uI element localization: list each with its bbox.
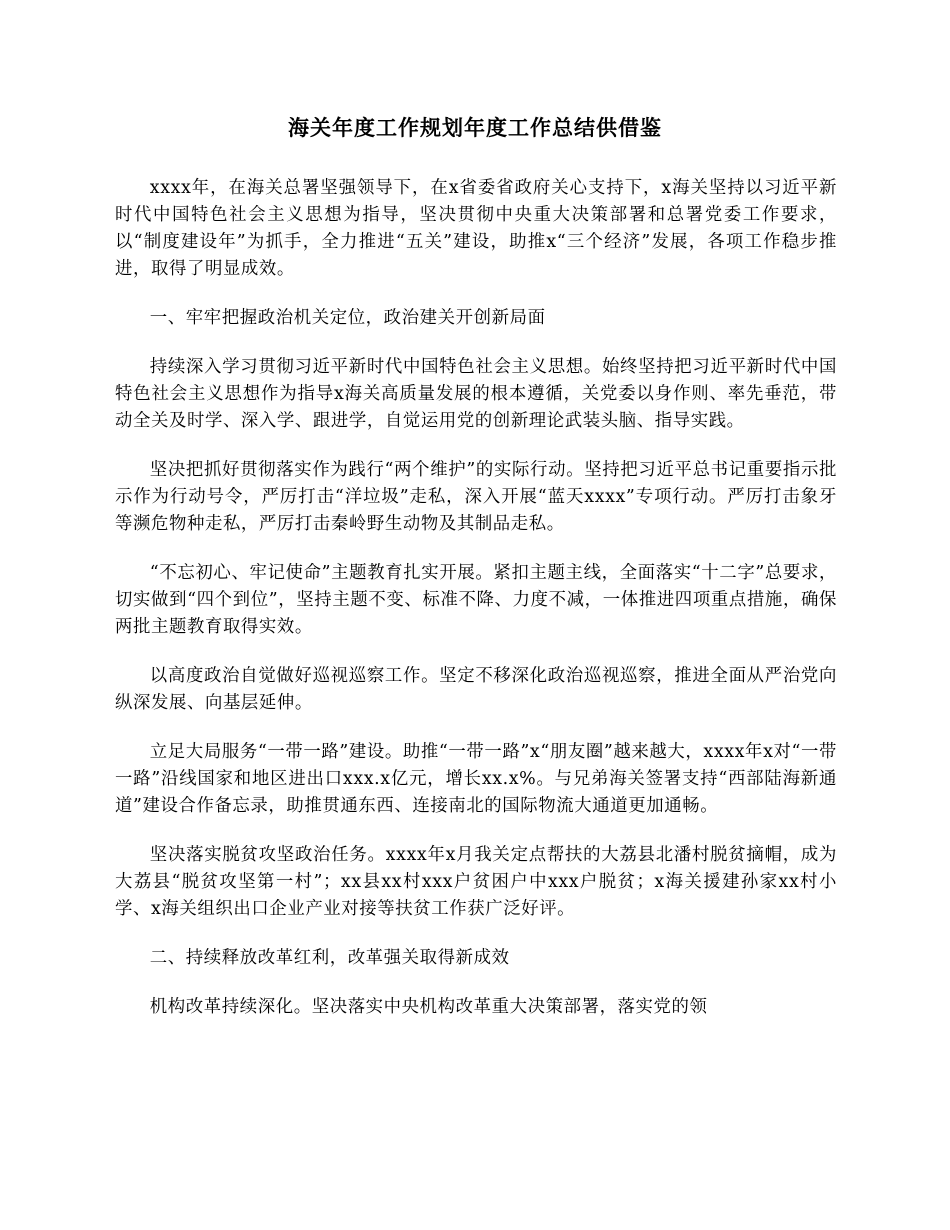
section-heading-2: 二、持续释放改革红利，改革强关取得新成效 — [149, 948, 510, 968]
paragraph-political-study: 持续深入学习贯彻习近平新时代中国特色社会主义思想。始终坚持把习近平新时代中国特色社会主义思想作为指导x海关高质量发展的根本遵循，关党委以身作则、率先垂范，带动全关及时学、深入学、跟进学，自觉运用党的创新理论武装头脑、指导实践。 — [115, 357, 837, 431]
document-title: 海关年度工作规划年度工作总结供借鉴 — [288, 116, 662, 140]
intro-paragraph: xxxx年，在海关总署坚强领导下，在x省委省政府关心支持下，x海关坚持以习近平新时代中国特色社会主义思想为指导，坚决贯彻中央重大决策部署和总署党委工作要求，以“制度建设年”为抓手，全力推进“五关”建设，助推x“三个经济”发展，各项工作稳步推进，取得了明显成效。 — [115, 178, 837, 279]
section-heading-1: 一、牢牢把握政治机关定位，政治建关开创新局面 — [149, 308, 546, 328]
paragraph-inspection: 以高度政治自觉做好巡视巡察工作。坚定不移深化政治巡视巡察，推进全面从严治党向纵深发展、向基层延伸。 — [115, 666, 837, 713]
paragraph-belt-and-road: 立足大局服务“一带一路”建设。助推“一带一路”x“朋友圈”越来越大，xxxx年x对“一带一路”沿线国家和地区进出口xxx.x亿元，增长xx.x%。与兄弟海关签署支持“西部陆海新通道”建设合作备忘录，助推贯通东西、连接南北的国际物流大通道更加通畅。 — [115, 742, 837, 816]
document-body — [115, 175, 837, 1043]
paragraph-theme-education: “不忘初心、牢记使命”主题教育扎实开展。紧扣主题主线，全面落实“十二字”总要求，切实做到“四个到位”，坚持主题不变、标准不降、力度不减，一体推进四项重点措施，确保两批主题教育取得实效。 — [115, 563, 837, 637]
paragraph-two-safeguards: 坚决把抓好贯彻落实作为践行“两个维护”的实际行动。坚持把习近平总书记重要指示批示作为行动号令，严厉打击“洋垃圾”走私，深入开展“蓝天xxxx”专项行动。严厉打击象牙等濒危物种走私，严厉打击秦岭野生动物及其制品走私。 — [115, 460, 837, 534]
paragraph-institutional-reform: 机构改革持续深化。坚决落实中央机构改革重大决策部署，落实党的领 — [149, 997, 708, 1017]
paragraph-poverty-alleviation: 坚决落实脱贫攻坚政治任务。xxxx年x月我关定点帮扶的大荔县北潘村脱贫摘帽，成为大荔县“脱贫攻坚第一村”；xx县xx村xxx户贫困户中xxx户脱贫；x海关援建孙家xx村小学、x海关组织出口企业产业对接等扶贫工作获广泛好评。 — [115, 845, 837, 919]
